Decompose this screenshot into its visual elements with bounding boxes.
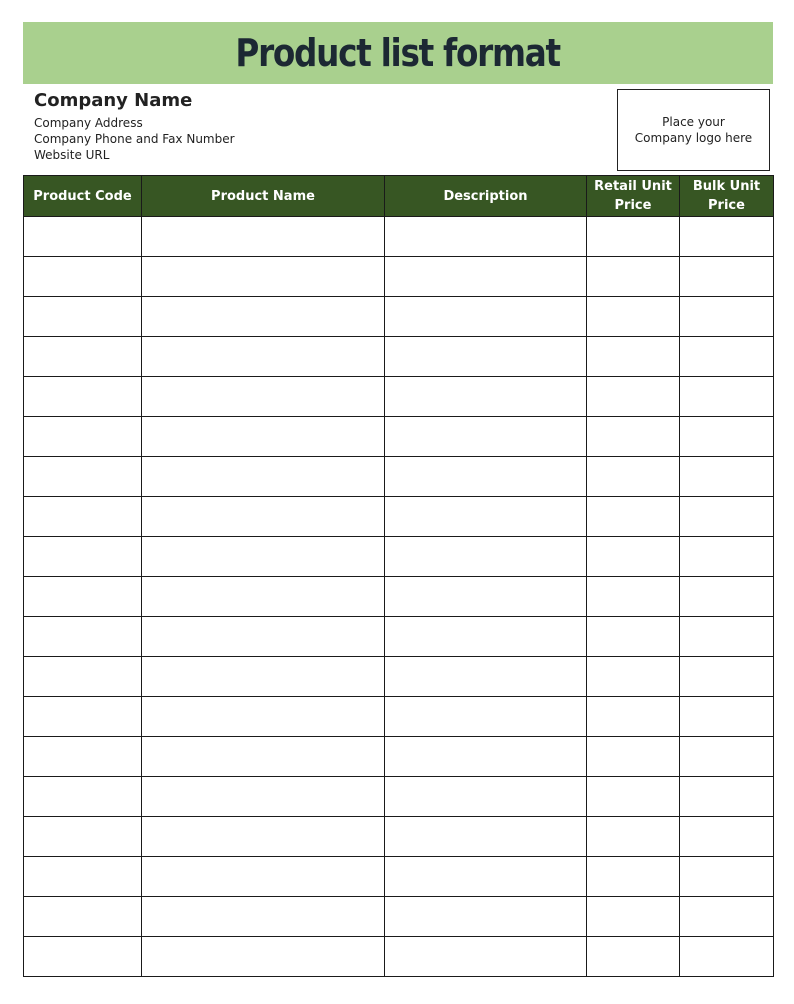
cell-retail-unit-price[interactable] bbox=[587, 617, 680, 657]
table-row bbox=[24, 377, 774, 417]
header-label: Product Name bbox=[211, 188, 315, 204]
header-bulk-unit-price bbox=[680, 176, 774, 217]
cell-product-name[interactable] bbox=[142, 737, 385, 777]
table-row bbox=[24, 697, 774, 737]
cell-product-name[interactable] bbox=[142, 217, 385, 257]
cell-product-code[interactable] bbox=[24, 697, 142, 737]
cell-bulk-unit-price[interactable] bbox=[680, 457, 774, 497]
cell-retail-unit-price[interactable] bbox=[587, 577, 680, 617]
cell-description[interactable] bbox=[385, 457, 587, 497]
table-row bbox=[24, 657, 774, 697]
cell-product-code[interactable] bbox=[24, 457, 142, 497]
cell-bulk-unit-price[interactable] bbox=[680, 737, 774, 777]
table-row bbox=[24, 777, 774, 817]
cell-product-name[interactable] bbox=[142, 817, 385, 857]
cell-product-code[interactable] bbox=[24, 417, 142, 457]
cell-description[interactable] bbox=[385, 937, 587, 977]
cell-retail-unit-price[interactable] bbox=[587, 417, 680, 457]
table-row bbox=[24, 217, 774, 257]
header-product-code bbox=[24, 176, 142, 217]
company-name: Company Name bbox=[34, 90, 193, 111]
cell-bulk-unit-price[interactable] bbox=[680, 897, 774, 937]
cell-description[interactable] bbox=[385, 417, 587, 457]
table-header-row bbox=[24, 176, 774, 217]
company-website: Website URL bbox=[34, 148, 110, 162]
table-row bbox=[24, 497, 774, 537]
cell-bulk-unit-price[interactable] bbox=[680, 337, 774, 377]
cell-bulk-unit-price[interactable] bbox=[680, 417, 774, 457]
cell-retail-unit-price[interactable] bbox=[587, 737, 680, 777]
cell-product-code[interactable] bbox=[24, 497, 142, 537]
cell-retail-unit-price[interactable] bbox=[587, 217, 680, 257]
cell-product-code[interactable] bbox=[24, 217, 142, 257]
cell-bulk-unit-price[interactable] bbox=[680, 297, 774, 337]
cell-retail-unit-price[interactable] bbox=[587, 857, 680, 897]
cell-description[interactable] bbox=[385, 657, 587, 697]
cell-product-name[interactable] bbox=[142, 297, 385, 337]
title-banner bbox=[23, 22, 773, 84]
table-row bbox=[24, 617, 774, 657]
cell-description[interactable] bbox=[385, 537, 587, 577]
cell-product-code[interactable] bbox=[24, 257, 142, 297]
cell-description[interactable] bbox=[385, 817, 587, 857]
cell-description[interactable] bbox=[385, 257, 587, 297]
table-row bbox=[24, 937, 774, 977]
table-row bbox=[24, 857, 774, 897]
cell-product-name[interactable] bbox=[142, 697, 385, 737]
company-info bbox=[34, 90, 594, 163]
logo-placeholder bbox=[617, 89, 770, 171]
table-row bbox=[24, 417, 774, 457]
header-description bbox=[385, 176, 587, 217]
cell-product-name[interactable] bbox=[142, 617, 385, 657]
cell-product-code[interactable] bbox=[24, 817, 142, 857]
cell-retail-unit-price[interactable] bbox=[587, 657, 680, 697]
table-row bbox=[24, 297, 774, 337]
cell-product-name[interactable] bbox=[142, 337, 385, 377]
cell-product-code[interactable] bbox=[24, 897, 142, 937]
cell-retail-unit-price[interactable] bbox=[587, 937, 680, 977]
header-label: Retail Unit Price bbox=[594, 179, 672, 213]
cell-product-code[interactable] bbox=[24, 937, 142, 977]
header-label: Bulk Unit Price bbox=[692, 179, 761, 213]
table-row bbox=[24, 897, 774, 937]
cell-description[interactable] bbox=[385, 897, 587, 937]
cell-retail-unit-price[interactable] bbox=[587, 377, 680, 417]
cell-product-code[interactable] bbox=[24, 577, 142, 617]
cell-bulk-unit-price[interactable] bbox=[680, 657, 774, 697]
cell-bulk-unit-price[interactable] bbox=[680, 577, 774, 617]
cell-product-name[interactable] bbox=[142, 777, 385, 817]
cell-bulk-unit-price[interactable] bbox=[680, 697, 774, 737]
cell-description[interactable] bbox=[385, 857, 587, 897]
cell-retail-unit-price[interactable] bbox=[587, 777, 680, 817]
cell-product-name[interactable] bbox=[142, 537, 385, 577]
cell-product-code[interactable] bbox=[24, 657, 142, 697]
cell-description[interactable] bbox=[385, 577, 587, 617]
cell-product-name[interactable] bbox=[142, 937, 385, 977]
header-retail-unit-price bbox=[587, 176, 680, 217]
cell-retail-unit-price[interactable] bbox=[587, 697, 680, 737]
cell-bulk-unit-price[interactable] bbox=[680, 257, 774, 297]
cell-product-name[interactable] bbox=[142, 417, 385, 457]
cell-description[interactable] bbox=[385, 777, 587, 817]
cell-product-code[interactable] bbox=[24, 857, 142, 897]
cell-retail-unit-price[interactable] bbox=[587, 257, 680, 297]
cell-bulk-unit-price[interactable] bbox=[680, 217, 774, 257]
cell-bulk-unit-price[interactable] bbox=[680, 777, 774, 817]
cell-description[interactable] bbox=[385, 497, 587, 537]
table-row bbox=[24, 737, 774, 777]
table-row bbox=[24, 577, 774, 617]
cell-description[interactable] bbox=[385, 217, 587, 257]
cell-product-code[interactable] bbox=[24, 337, 142, 377]
cell-product-name[interactable] bbox=[142, 577, 385, 617]
cell-product-code[interactable] bbox=[24, 777, 142, 817]
cell-product-name[interactable] bbox=[142, 497, 385, 537]
cell-product-code[interactable] bbox=[24, 537, 142, 577]
cell-bulk-unit-price[interactable] bbox=[680, 497, 774, 537]
cell-description[interactable] bbox=[385, 617, 587, 657]
table-row bbox=[24, 537, 774, 577]
cell-description[interactable] bbox=[385, 737, 587, 777]
table-row bbox=[24, 337, 774, 377]
cell-bulk-unit-price[interactable] bbox=[680, 537, 774, 577]
cell-retail-unit-price[interactable] bbox=[587, 297, 680, 337]
product-table bbox=[23, 175, 774, 977]
cell-retail-unit-price[interactable] bbox=[587, 497, 680, 537]
header-label: Description bbox=[443, 188, 528, 204]
cell-retail-unit-price[interactable] bbox=[587, 897, 680, 937]
table-body bbox=[24, 217, 774, 977]
cell-bulk-unit-price[interactable] bbox=[680, 937, 774, 977]
cell-product-name[interactable] bbox=[142, 657, 385, 697]
company-phone-fax: Company Phone and Fax Number bbox=[34, 132, 235, 146]
cell-retail-unit-price[interactable] bbox=[587, 537, 680, 577]
cell-product-code[interactable] bbox=[24, 377, 142, 417]
cell-product-name[interactable] bbox=[142, 897, 385, 937]
cell-product-code[interactable] bbox=[24, 297, 142, 337]
cell-description[interactable] bbox=[385, 297, 587, 337]
cell-product-code[interactable] bbox=[24, 617, 142, 657]
table-row bbox=[24, 457, 774, 497]
cell-description[interactable] bbox=[385, 377, 587, 417]
cell-retail-unit-price[interactable] bbox=[587, 817, 680, 857]
cell-product-code[interactable] bbox=[24, 737, 142, 777]
cell-bulk-unit-price[interactable] bbox=[680, 817, 774, 857]
table-row bbox=[24, 817, 774, 857]
cell-bulk-unit-price[interactable] bbox=[680, 377, 774, 417]
cell-product-name[interactable] bbox=[142, 457, 385, 497]
cell-bulk-unit-price[interactable] bbox=[680, 617, 774, 657]
cell-description[interactable] bbox=[385, 697, 587, 737]
cell-product-name[interactable] bbox=[142, 857, 385, 897]
cell-retail-unit-price[interactable] bbox=[587, 337, 680, 377]
cell-description[interactable] bbox=[385, 337, 587, 377]
cell-bulk-unit-price[interactable] bbox=[680, 857, 774, 897]
cell-product-name[interactable] bbox=[142, 377, 385, 417]
cell-retail-unit-price[interactable] bbox=[587, 457, 680, 497]
header-label: Product Code bbox=[33, 188, 132, 204]
company-address: Company Address bbox=[34, 116, 143, 130]
cell-product-name[interactable] bbox=[142, 257, 385, 297]
page-title: Product list format bbox=[235, 31, 561, 75]
header-product-name bbox=[142, 176, 385, 217]
logo-placeholder-text: Place your Company logo here bbox=[634, 115, 753, 145]
table-row bbox=[24, 257, 774, 297]
